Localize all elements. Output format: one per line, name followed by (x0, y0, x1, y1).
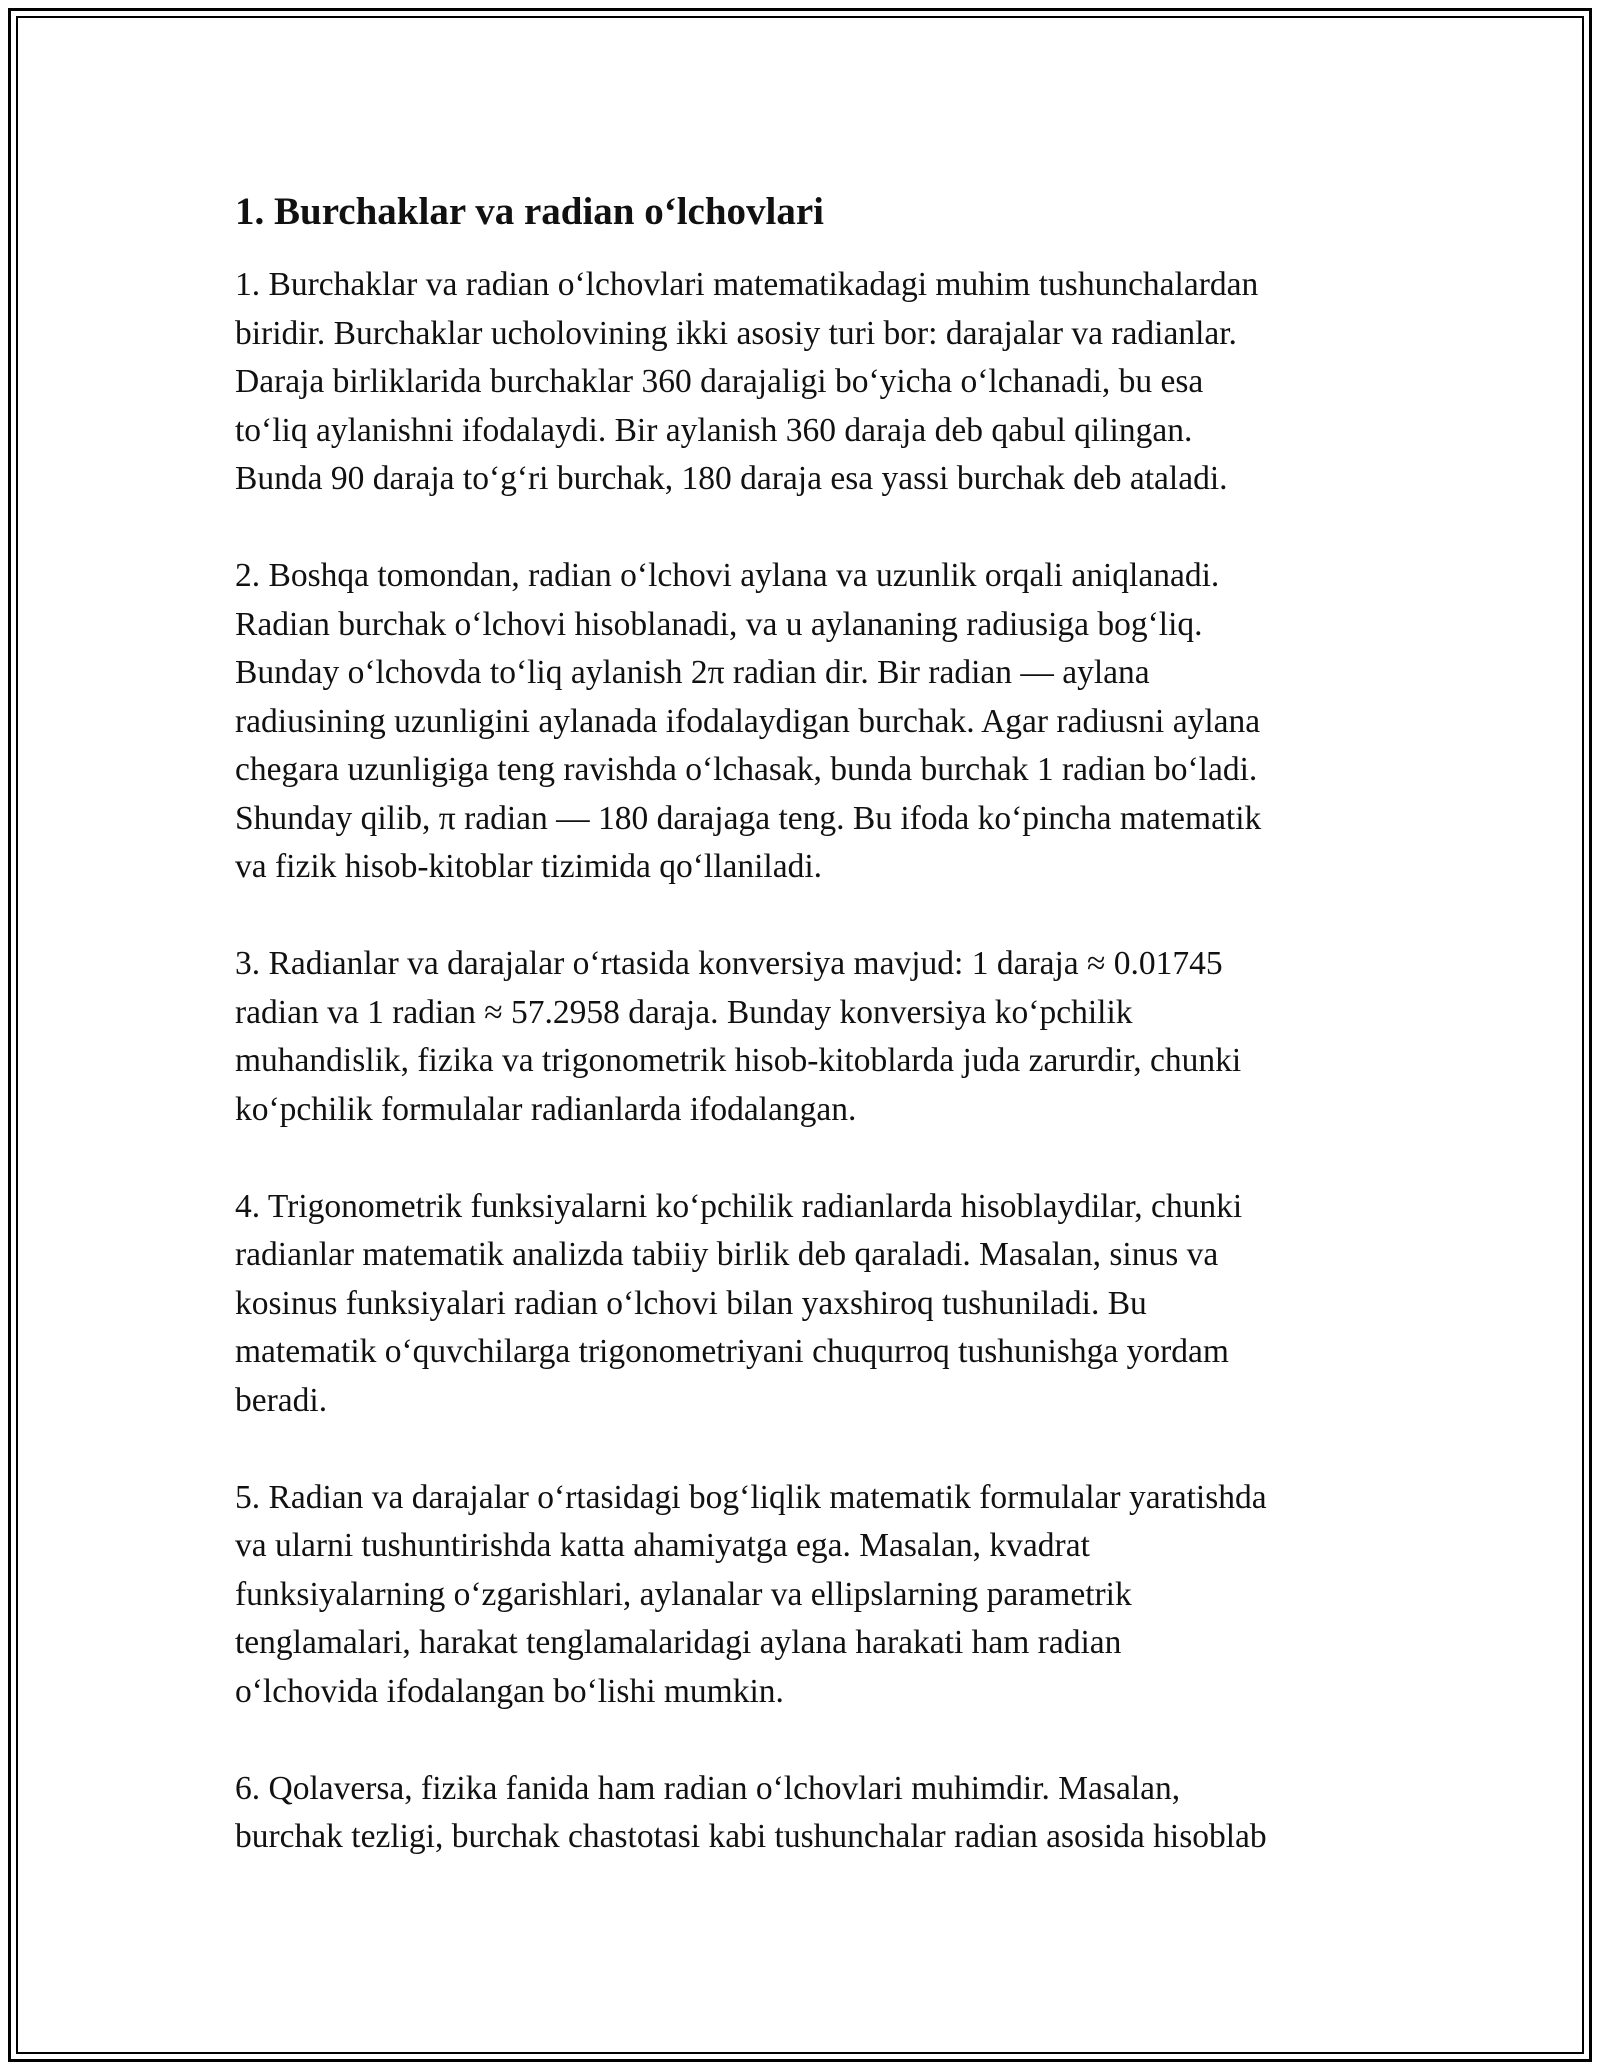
paragraph-5 (235, 1474, 1385, 1717)
text-line: 3. Radianlar va darajalar oʻrtasida konversiya mavjud: 1 daraja ≈ 0.01745 (235, 945, 1223, 982)
document-body (235, 185, 1385, 1910)
text-line: burchak tezligi, burchak chastotasi kabi tushunchalar radian asosida hisoblab (235, 1818, 1267, 1855)
text-line: 6. Qolaversa, fizika fanida ham radian oʻlchovlari muhimdir. Masalan, (235, 1769, 1181, 1807)
text-line: Bunday oʻlchovda toʻliq aylanish 2π radian dir. Bir radian — aylana (235, 654, 1150, 691)
paragraph-4 (235, 1183, 1385, 1426)
paragraph-2 (235, 552, 1385, 892)
text-line: va fizik hisob-kitoblar tizimida qoʻllaniladi. (235, 848, 823, 885)
text-line: va ularni tushuntirishda katta ahamiyatga ega. Masalan, kvadrat (235, 1527, 1090, 1564)
paragraph-1 (235, 261, 1385, 504)
text-line: matematik oʻquvchilarga trigonometriyani chuqurroq tushunishga yordam (235, 1333, 1229, 1370)
document-title: 1. Burchaklar va radian oʻlchovlari (235, 190, 825, 233)
text-line: 2. Boshqa tomondan, radian oʻlchovi aylana va uzunlik orqali aniqlanadi. (235, 557, 1220, 594)
text-line: tenglamalari, harakat tenglamalaridagi aylana harakati ham radian (235, 1624, 1122, 1661)
text-line: Shunday qilib, π radian — 180 darajaga teng. Bu ifoda koʻpincha matematik (235, 799, 1262, 837)
text-line: koʻpchilik formulalar radianlarda ifodalangan. (235, 1090, 857, 1128)
text-line: muhandislik, fizika va trigonometrik hisob-kitoblarda juda zarurdir, chunki (235, 1042, 1242, 1079)
text-line: Radian burchak oʻlchovi hisoblanadi, va u aylananing radiusiga bogʻliq. (235, 605, 1203, 643)
text-line: radianlar matematik analizda tabiiy birlik deb qaraladi. Masalan, sinus va (235, 1236, 1219, 1273)
text-line: beradi. (235, 1381, 328, 1419)
text-line: 4. Trigonometrik funksiyalarni koʻpchilik radianlarda hisoblaydilar, chunki (235, 1187, 1243, 1225)
text-line: biridir. Burchaklar ucholovining ikki asosiy turi bor: darajalar va radianlar. (235, 314, 1237, 352)
text-line: radiusining uzunligini aylanada ifodalaydigan burchak. Agar radiusni aylana (235, 702, 1261, 740)
text-line: Bunda 90 daraja toʻgʻri burchak, 180 daraja esa yassi burchak deb ataladi. (235, 460, 1228, 497)
text-line: 5. Radian va darajalar oʻrtasidagi bogʻliqlik matematik formulalar yaratishda (235, 1478, 1267, 1516)
text-line: 1. Burchaklar va radian oʻlchovlari matematikadagi muhim tushunchalardan (235, 266, 1259, 303)
text-line: funksiyalarning oʻzgarishlari, aylanalar va ellipslarning parametrik (235, 1575, 1132, 1613)
text-line: radian va 1 radian ≈ 57.2958 daraja. Bunday konversiya koʻpchilik (235, 993, 1133, 1031)
text-line: chegara uzunligiga teng ravishda oʻlchasak, bunda burchak 1 radian boʻladi. (235, 751, 1258, 788)
text-line: toʻliq aylanishni ifodalaydi. Bir aylanish 360 daraja deb qabul qilingan. (235, 411, 1193, 449)
text-line: Daraja birliklarida burchaklar 360 darajaligi boʻyicha oʻlchanadi, bu esa (235, 363, 1204, 400)
paragraph-6 (235, 1765, 1385, 1862)
paragraph-3 (235, 940, 1385, 1134)
text-line: oʻlchovida ifodalangan boʻlishi mumkin. (235, 1672, 784, 1710)
text-line: kosinus funksiyalari radian oʻlchovi bilan yaxshiroq tushuniladi. Bu (235, 1284, 1147, 1322)
